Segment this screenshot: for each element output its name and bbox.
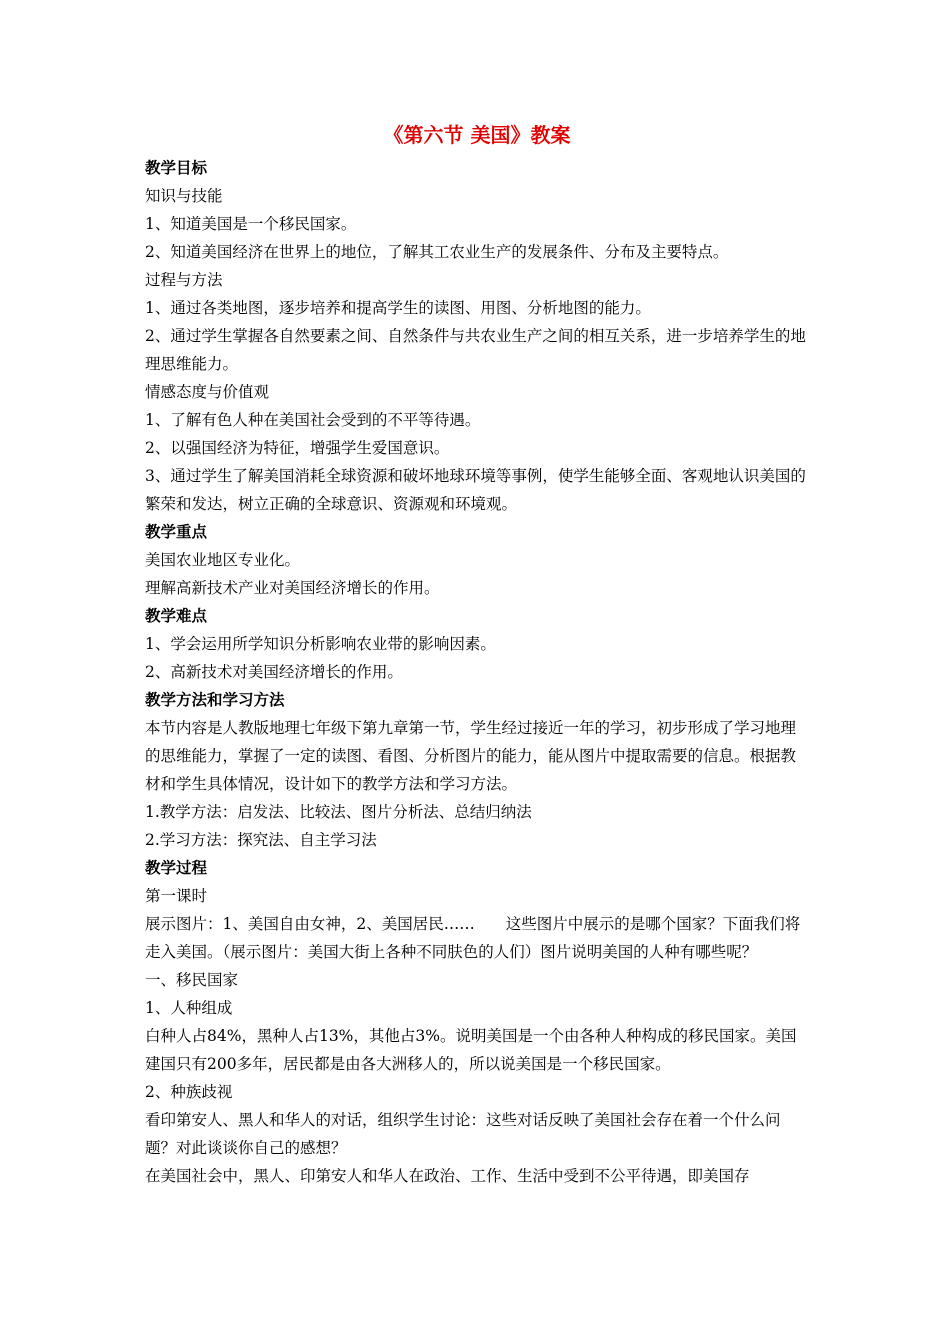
paragraph-text: 2、以强国经济为特征，增强学生爱国意识。 xyxy=(145,439,450,457)
paragraph-text: 展示图片：1、美国自由女神，2、美国居民…… 这些图片中展示的是哪个国家？下面我们将走入美国。（展示图片：美国大街上各种不同肤色的人们）图片说明美国的人种有哪些呢？ xyxy=(145,915,801,961)
section-heading: 教学方法和学习方法 xyxy=(145,691,285,709)
paragraph-text: 过程与方法 xyxy=(145,271,223,289)
paragraph-text: 看印第安人、黑人和华人的对话，组织学生讨论：这些对话反映了美国社会存在着一个什么问题？对此谈谈你自己的感想？ xyxy=(145,1111,781,1157)
paragraph-text: 知识与技能 xyxy=(145,187,223,205)
section-heading: 教学重点 xyxy=(145,523,208,541)
paragraph-text: 美国农业地区专业化。 xyxy=(145,551,301,569)
document-body xyxy=(145,154,809,1190)
paragraph-text: 3、通过学生了解美国消耗全球资源和破坏地球环境等事例，使学生能够全面、客观地认识美国的繁荣和发达，树立正确的全球意识、资源观和环境观。 xyxy=(145,467,806,513)
paragraph-text: 2、知道美国经济在世界上的地位，了解其工农业生产的发展条件、分布及主要特点。 xyxy=(145,243,729,261)
paragraph-text: 2.学习方法：探究法、自主学习法 xyxy=(145,831,377,849)
paragraph-text: 1.教学方法：启发法、比较法、图片分析法、总结归纳法 xyxy=(145,803,532,821)
paragraph-text: 1、学会运用所学知识分析影响农业带的影响因素。 xyxy=(145,635,496,653)
paragraph-text: 本节内容是人教版地理七年级下第九章第一节，学生经过接近一年的学习，初步形成了学习地理的思维能力，掌握了一定的读图、看图、分析图片的能力，能从图片中提取需要的信息。根据教材和学生具体情况，设计如下的教学方法和学习方法。 xyxy=(145,719,797,793)
paragraph-text: 白种人占84%，黑种人占13%，其他占3%。说明美国是一个由各种人种构成的移民国家。美国建国只有200多年，居民都是由各大洲移人的，所以说美国是一个移民国家。 xyxy=(145,1027,797,1073)
paragraph-text: 2、通过学生掌握各自然要素之间、自然条件与共农业生产之间的相互关系，进一步培养学生的地理思维能力。 xyxy=(145,327,806,373)
paragraph-text: 理解高新技术产业对美国经济增长的作用。 xyxy=(145,579,440,597)
paragraph-text: 2、种族歧视 xyxy=(145,1083,233,1101)
document-title: 《第六节 美国》教案 xyxy=(383,123,571,147)
paragraph-text: 情感态度与价值观 xyxy=(145,383,270,401)
paragraph-text: 1、通过各类地图，逐步培养和提高学生的读图、用图、分析地图的能力。 xyxy=(145,299,651,317)
section-heading: 教学过程 xyxy=(145,859,208,877)
paragraph-text: 在美国社会中，黑人、印第安人和华人在政治、工作、生活中受到不公平待遇，即美国存 xyxy=(145,1167,750,1185)
paragraph-text: 第一课时 xyxy=(145,887,208,905)
section-heading: 教学难点 xyxy=(145,607,208,625)
paragraph-text: 1、了解有色人种在美国社会受到的不平等待遇。 xyxy=(145,411,481,429)
paragraph-text: 1、知道美国是一个移民国家。 xyxy=(145,215,357,233)
document-page xyxy=(145,120,809,1190)
section-heading: 教学目标 xyxy=(145,159,208,177)
paragraph-text: 2、高新技术对美国经济增长的作用。 xyxy=(145,663,403,681)
paragraph-text: 1、人种组成 xyxy=(145,999,233,1017)
paragraph-text: 一、移民国家 xyxy=(145,971,239,989)
